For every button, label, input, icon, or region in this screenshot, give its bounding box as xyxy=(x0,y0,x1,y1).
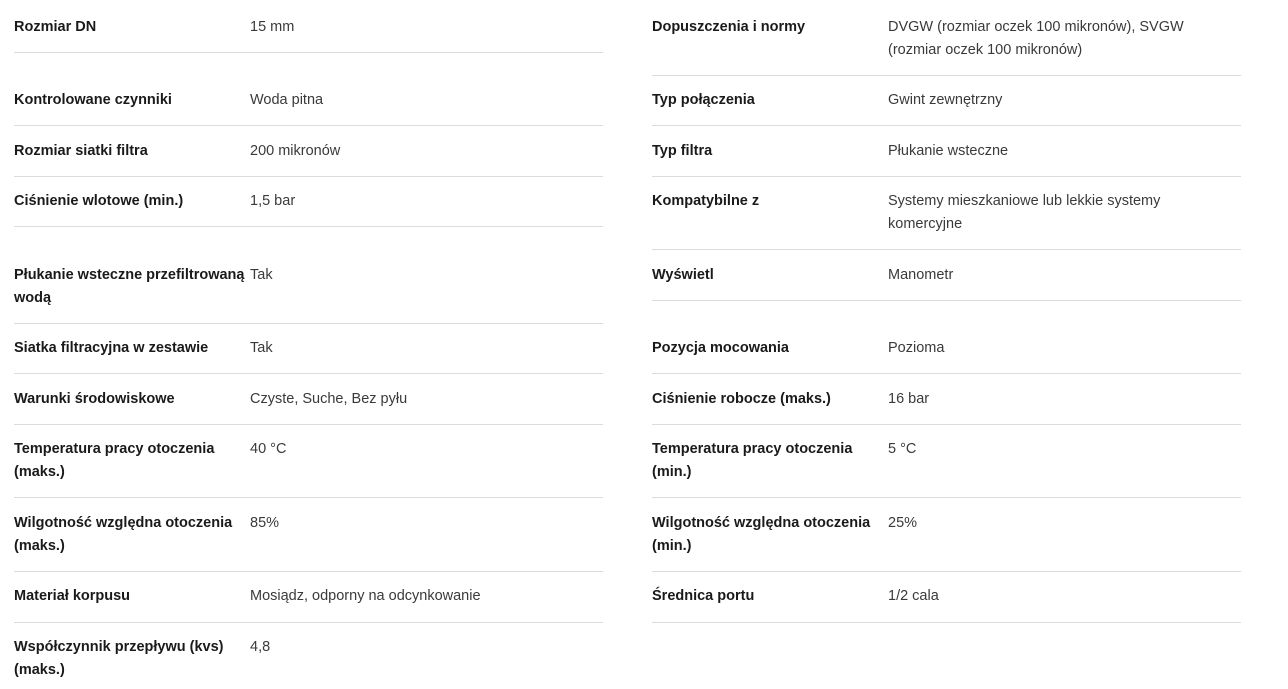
spec-value: 85% xyxy=(250,515,280,531)
spec-label: Średnica portu xyxy=(652,588,755,604)
spec-label: Kontrolowane czynniki xyxy=(14,92,172,108)
spec-row xyxy=(652,76,1241,126)
spec-row xyxy=(652,374,1241,425)
spec-label: Siatka filtracyjna w zestawie xyxy=(14,340,209,356)
spec-label: Warunki środowiskowe xyxy=(14,391,175,407)
spec-label: Typ połączenia xyxy=(652,92,755,108)
spec-row xyxy=(14,374,603,425)
spec-label: Materiał korpusu xyxy=(14,588,131,604)
spec-value: Płukanie wsteczne xyxy=(888,143,1009,159)
spec-value: 1,5 bar xyxy=(250,193,296,209)
spec-value: Czyste, Suche, Bez pyłu xyxy=(250,391,408,407)
spec-row xyxy=(652,177,1241,250)
spec-value: Tak xyxy=(250,340,273,356)
spec-row xyxy=(652,0,1241,76)
spec-label: Rozmiar DN xyxy=(14,19,97,35)
spec-label: Rozmiar siatki filtra xyxy=(14,143,148,159)
spec-row xyxy=(14,572,603,623)
spec-row xyxy=(14,53,603,126)
spec-label: Kompatybilne z xyxy=(652,193,760,209)
spec-row xyxy=(14,498,603,572)
spec-value: 4,8 xyxy=(250,639,271,655)
spec-value: 25% xyxy=(888,515,918,531)
spec-value: 40 °C xyxy=(250,441,287,457)
spec-label: Ciśnienie wlotowe (min.) xyxy=(14,193,184,209)
spec-row xyxy=(652,498,1241,572)
spec-row xyxy=(652,250,1241,301)
spec-row xyxy=(14,227,603,324)
spec-value: Woda pitna xyxy=(250,92,324,108)
spec-row xyxy=(14,425,603,498)
spec-label: Wilgotność względna otoczenia (min.) xyxy=(652,515,871,554)
spec-value: 16 bar xyxy=(888,391,930,407)
spec-value: Tak xyxy=(250,267,273,283)
spec-label: Płukanie wsteczne przefiltrowaną wodą xyxy=(14,267,245,306)
spec-value: 5 °C xyxy=(888,441,917,457)
spec-row xyxy=(14,126,603,177)
spec-label: Temperatura pracy otoczenia (min.) xyxy=(652,441,853,480)
spec-row xyxy=(652,301,1241,374)
spec-row xyxy=(14,324,603,374)
spec-value: 1/2 cala xyxy=(888,588,939,604)
spec-row xyxy=(14,177,603,227)
spec-value: DVGW (rozmiar oczek 100 mikronów), SVGW (rozmiar oczek 100 mikronów) xyxy=(888,19,1184,58)
spec-row xyxy=(14,0,603,53)
spec-label: Ciśnienie robocze (maks.) xyxy=(652,391,831,407)
spec-row xyxy=(652,425,1241,498)
spec-label: Typ filtra xyxy=(652,143,713,159)
spec-value: 15 mm xyxy=(250,19,295,35)
spec-label: Dopuszczenia i normy xyxy=(652,19,806,35)
spec-label: Współczynnik przepływu (kvs) (maks.) xyxy=(14,639,224,678)
spec-value: Mosiądz, odporny na odcynkowanie xyxy=(250,588,481,604)
spec-row xyxy=(652,572,1241,623)
spec-label: Temperatura pracy otoczenia (maks.) xyxy=(14,441,215,480)
spec-label: Wilgotność względna otoczenia (maks.) xyxy=(14,515,233,554)
spec-value: Gwint zewnętrzny xyxy=(888,92,1003,108)
spec-value: Systemy mieszkaniowe lub lekkie systemy komercyjne xyxy=(888,193,1161,232)
spec-row xyxy=(652,126,1241,177)
spec-value: Manometr xyxy=(888,267,954,283)
spec-label: Wyświetl xyxy=(652,267,714,283)
spec-row xyxy=(14,623,603,689)
spec-value: Pozioma xyxy=(888,340,945,356)
spec-value: 200 mikronów xyxy=(250,143,341,159)
spec-label: Pozycja mocowania xyxy=(652,340,789,356)
